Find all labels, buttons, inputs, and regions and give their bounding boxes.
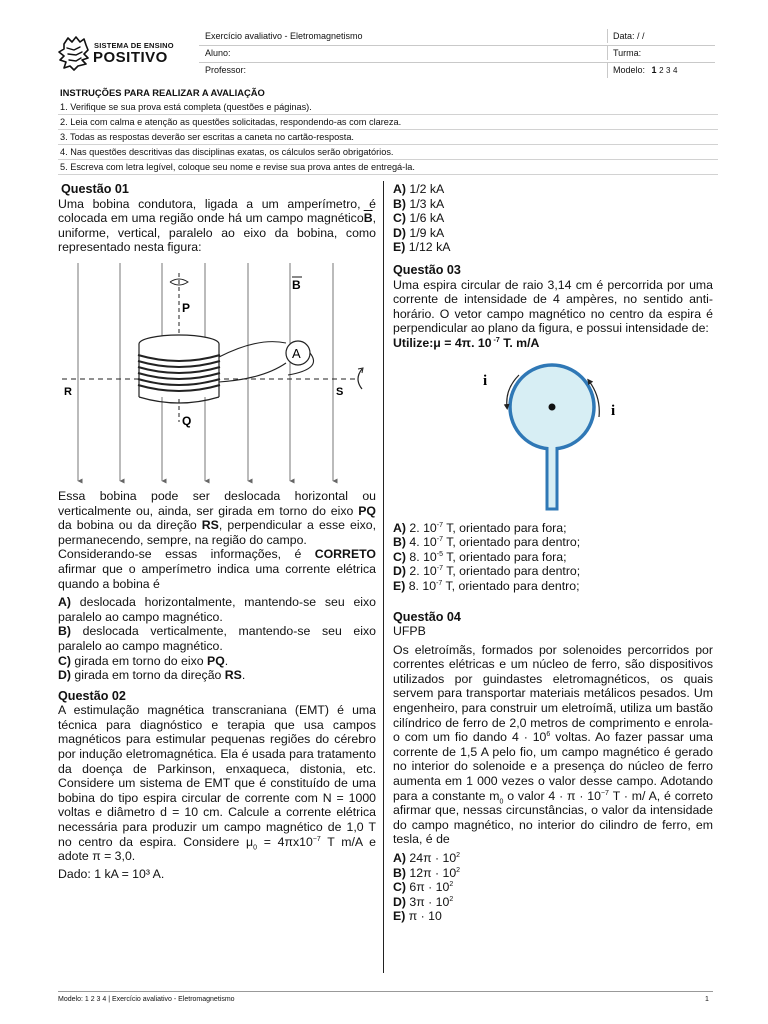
axis-q-label: Q [182, 413, 192, 428]
exam-title: Exercício avaliativo - Eletromagnetismo [205, 31, 363, 41]
question-2-option-d[interactable]: D) 1/9 kA [393, 225, 445, 240]
model-number-2: 2 [659, 66, 664, 75]
question-3-title: Questão 03 [393, 262, 461, 277]
question-3-option-b[interactable]: B) 4. $10^{-7}$ T, orientado para dentro; [393, 535, 581, 550]
instruction-item: 3. Todas as respostas deverão ser escritas a caneta no cartão-resposta. [58, 130, 718, 145]
coil [138, 335, 220, 403]
instruction-item: 5. Escreva com letra legível, coloque seu nome e revise sua prova antes de entregá-la. [58, 160, 718, 175]
question-2-option-c[interactable]: C) 1/6 kA [393, 211, 445, 226]
question-4-body: Os eletroímãs, formados por solenoides percorridos por correntes elétricas e um núcleo de ferro, são dispositivos utilizados por guindastes eletromagnéticos, os quais servem para transportar materiais metálicos pesados. Um engenheiro, para construir um eletroímã, utiliza um bastão cilíndrico de ferro de 2,0 metros de comprimento e enrola-o com um fio dando $4 \cdot 10^6$ voltas. Ao fazer passar uma corrente de 1,5 A pelo fio, um campo magnético é gerado no interior do solenoide e a presença do núcleo de ferro aumenta em 1 000 vezes o valor desse campo. Adotando para a constante $m_0$ o valor $4 \cdot \pi \cdot 10^{-7}$ T · m/ A, é correto afirmar que, nessas circunstâncias, o valor da intensidade do campo magnético, no interior do cilindro de ferro, em tesla, é de [393, 642, 713, 847]
question-2-given: Dado: 1 kA = 10³ A. [58, 866, 165, 881]
column-divider [383, 181, 384, 973]
question-3-option-a[interactable]: A) 2. $10^{-7}$ T, orientado para fora; [393, 520, 567, 535]
model-field [613, 65, 677, 75]
logo [58, 36, 178, 72]
right-column [393, 182, 713, 924]
question-4-option-a[interactable]: A) $24\pi \cdot 10^2$ [393, 851, 461, 865]
instructions-list [58, 100, 718, 175]
field-b-label: B [292, 277, 301, 292]
question-1-option-d[interactable]: D) girada em torno da direção RS. [58, 668, 246, 683]
footer-model-numbers: 1 2 3 4 [84, 996, 107, 1003]
question-1-body-2: Considerando-se essas informações, é CORRETO afirmar que o amperímetro indica uma corrente elétrica quando a bobina é [58, 547, 376, 591]
date-field[interactable]: Data: / / [613, 31, 645, 41]
model-number-1: 1 [651, 65, 657, 75]
header-row-teacher [199, 61, 715, 80]
question-1-title: Questão 01 [61, 182, 129, 196]
model-label: Modelo: [613, 65, 646, 75]
question-1-option-c[interactable]: C) girada em torno do eixo PQ. [58, 653, 229, 668]
question-4-option-d[interactable]: D) $3\pi \cdot 10^2$ [393, 894, 454, 909]
logo-text-brand: POSITIVO [93, 49, 168, 66]
question-3-constant: Utilize:μ = 4π. 10 $^{-7}$ T. m/A [393, 335, 540, 350]
footer-model-label: Modelo: [58, 996, 83, 1003]
teacher-field[interactable]: Professor: [205, 65, 247, 75]
question-2-option-e[interactable]: E) 1/12 kA [393, 240, 451, 255]
model-number-4: 4 [673, 66, 678, 75]
instructions-title: INSTRUÇÕES PARA REALIZAR A AVALIAÇÃO [60, 87, 265, 98]
question-3-body: Uma espira circular de raio 3,14 cm é percorrida por uma corrente de intensidade de 4 ampères, no sentido anti-horário. O vetor campo magnético no centro da espira é perpendicular ao plano da figura, e possui intensidade de: [393, 277, 713, 336]
coil-magnetic-field-figure [58, 257, 376, 489]
question-1-option-a[interactable]: A) deslocada horizontalmente, mantendo-se seu eixo paralelo ao campo magnético. [58, 595, 376, 624]
question-4-option-b[interactable]: B) $12\pi \cdot 10^2$ [393, 865, 461, 880]
current-label-left: i [483, 372, 488, 389]
question-4-option-e[interactable]: E) π · 10 [393, 909, 442, 924]
model-number-3: 3 [666, 66, 671, 75]
instruction-item: 4. Nas questões descritivas das disciplinas exatas, os cálculos serão obrigatórios. [58, 145, 718, 160]
footer-exam-title: | Exercício avaliativo - Eletromagnetismo [108, 996, 235, 1003]
question-4-title: Questão 04 [393, 609, 461, 624]
question-4-option-c[interactable]: C) $6\pi \cdot 10^2$ [393, 880, 454, 895]
footer-info [58, 996, 235, 1003]
axis-r-label: R [64, 385, 72, 398]
instruction-item: 1. Verifique se sua prova está completa (questões e páginas). [58, 100, 718, 115]
left-column [58, 182, 376, 881]
current-label-right: i [611, 402, 616, 419]
student-field[interactable]: Aluno: [205, 48, 231, 58]
question-2-option-a[interactable]: A) 1/2 kA [393, 182, 445, 196]
loop-center-point [549, 403, 556, 410]
page-number: 1 [705, 996, 709, 1003]
question-3-option-c[interactable]: C) 8. $10^{-5}$ T, orientado para fora; [393, 549, 567, 564]
question-3-option-e[interactable]: E) 8. $10^{-7}$ T, orientado para dentro; [393, 578, 580, 593]
hands-logo-icon [58, 36, 92, 72]
question-3-option-d[interactable]: D) 2. $10^{-7}$ T, orientado para dentro; [393, 564, 581, 579]
axis-p-label: P [182, 300, 191, 315]
axis-s-label: S [336, 385, 344, 398]
question-4-source: UFPB [393, 624, 426, 639]
question-2-title: Questão 02 [58, 688, 126, 703]
logo-text-top: SISTEMA DE ENSINO [94, 41, 174, 50]
question-1-body-1: Essa bobina pode ser deslocada horizontal ou verticalmente ou, ainda, ser girada em torno do eixo PQ da bobina ou da direção RS, perpendicular a esse eixo, permanecendo, sempre, na região do campo. [58, 488, 377, 547]
question-2-option-b[interactable]: B) 1/3 kA [393, 196, 445, 211]
question-1-option-b[interactable]: B) deslocada verticalmente, mantendo-se seu eixo paralelo ao campo magnético. [58, 624, 376, 653]
circular-loop-figure [477, 357, 627, 517]
question-1-intro: Uma bobina condutora, ligada a um amperímetro, é colocada em uma região onde há um campo $magnético\overline{B}$, uniforme, vertical, paralelo ao eixo da bobina, como representado nesta figura: [58, 196, 376, 255]
instruction-item: 2. Leia com calma e atenção as questões solicitadas, respondendo-as com clareza. [58, 115, 718, 130]
footer-divider [58, 991, 713, 992]
ammeter-a-label: A [292, 345, 301, 361]
class-field[interactable]: Turma: [613, 48, 642, 58]
question-2-body: A estimulação magnética transcraniana (EMT) é uma técnica para diagnóstico e terapia que usa campos magnéticos para estimular pequenas regiões do cérebro por indução eletromagnética. Ela é usada para tratamento da doença de Parkinson, enxaqueca, distonia, etc. Considere um sistema de EMT que é constituído de uma bobina do tipo espira circular de corrente com N = 1000 voltas e diâmetro d = 10 cm. Calcule a corrente elétrica necessária para produzir um campo magnético de 1,0 T no centro da espira. Considere $\mu_0 = 4\pi x10^{-7}$ T m/A e adote π = 3,0. [58, 703, 376, 864]
